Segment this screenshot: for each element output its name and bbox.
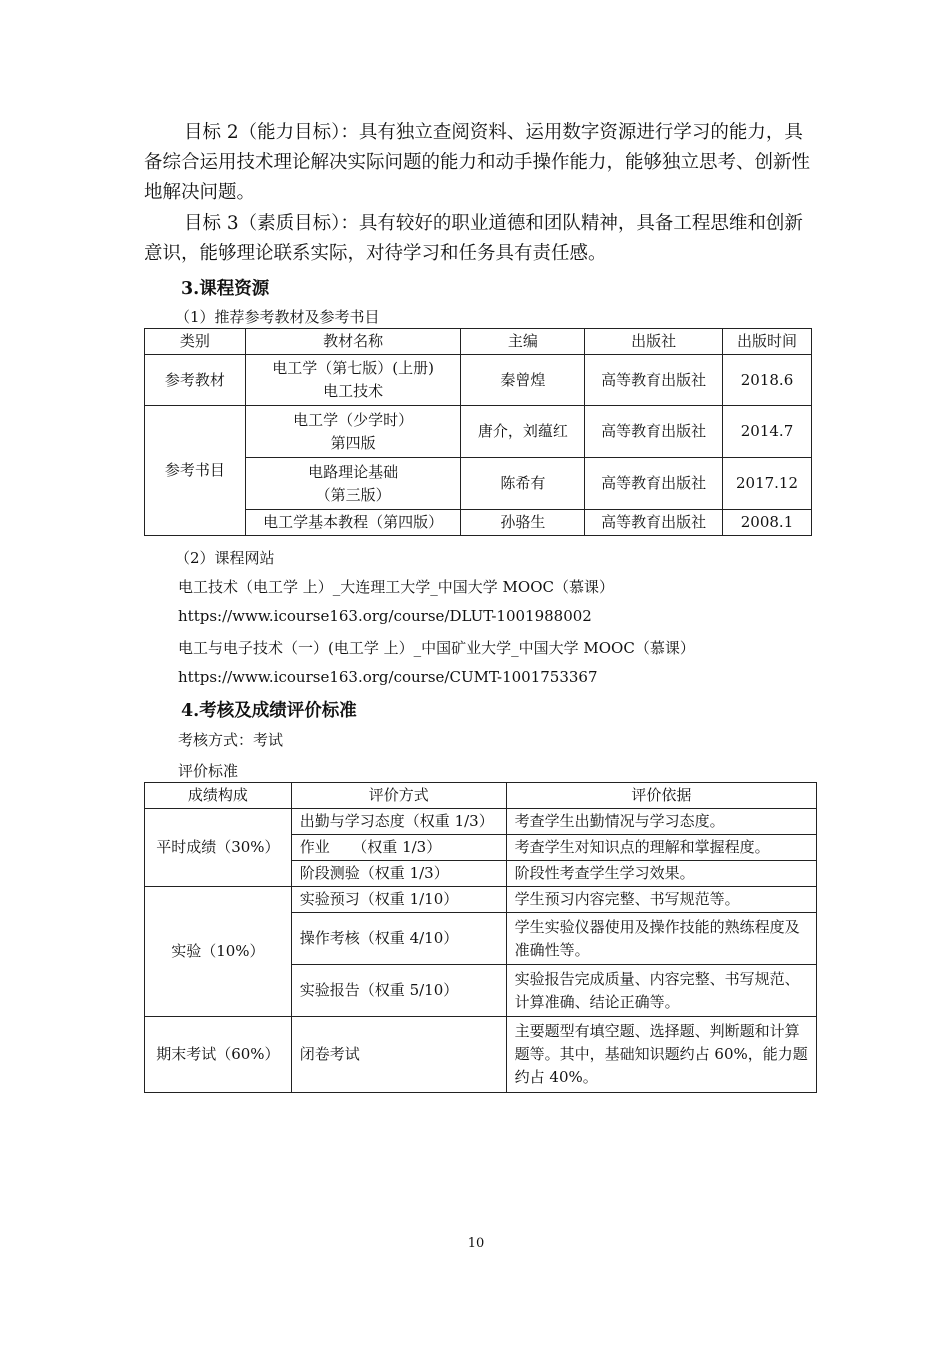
editor-cell: 孙骆生 — [461, 510, 585, 536]
table-row — [145, 355, 812, 406]
date-cell: 2014.7 — [723, 406, 812, 458]
evaluation-table-header — [145, 783, 817, 809]
assessment-method: 考核方式：考试 — [178, 731, 284, 749]
book-name-cell: 电工学基本教程（第四版） — [245, 510, 461, 536]
website-subheading: （2）课程网站 — [175, 549, 275, 567]
table-row — [145, 406, 812, 458]
section-3-heading: 3.课程资源 — [181, 279, 270, 299]
method-cell: 操作考核（权重 4/10） — [291, 913, 506, 965]
header-date: 出版时间 — [723, 329, 812, 355]
category-cell: 参考教材 — [145, 355, 246, 406]
date-cell: 2017.12 — [723, 458, 812, 510]
basis-cell: 主要题型有填空题、选择题、判断题和计算题等。其中，基础知识题约占 60%，能力题约占 40%。 — [506, 1017, 816, 1093]
method-cell: 出勤与学习态度（权重 1/3） — [291, 809, 506, 835]
book-name-line: 第四版 — [330, 433, 376, 452]
book-name-line: 电工学（第七版）(上册) — [272, 359, 434, 377]
textbook-table-header — [145, 329, 812, 355]
composition-cell: 期末考试（60%） — [145, 1017, 292, 1093]
editor-cell: 秦曾煌 — [461, 355, 585, 406]
publisher-cell: 高等教育出版社 — [585, 458, 723, 510]
basis-cell: 学生预习内容完整、书写规范等。 — [506, 887, 816, 913]
basis-cell: 考查学生对知识点的理解和掌握程度。 — [506, 835, 816, 861]
evaluation-table — [144, 782, 817, 1093]
method-cell: 阶段测验（权重 1/3） — [291, 861, 506, 887]
header-publisher: 出版社 — [585, 329, 723, 355]
header-composition: 成绩构成 — [145, 783, 292, 809]
basis-cell: 阶段性考查学生学习效果。 — [506, 861, 816, 887]
goal-2-paragraph — [144, 118, 812, 208]
method-cell: 实验预习（权重 1/10） — [291, 887, 506, 913]
book-name-cell — [245, 355, 461, 406]
header-category: 类别 — [145, 329, 246, 355]
book-name-line: 电路理论基础 — [308, 462, 399, 481]
publisher-cell: 高等教育出版社 — [585, 406, 723, 458]
editor-cell: 唐介，刘蕴红 — [461, 406, 585, 458]
website-2-title: 电工与电子技术（一）(电工学 上）_中国矿业大学_中国大学 MOOC（慕课） — [178, 639, 695, 657]
website-1-title: 电工技术（电工学 上）_大连理工大学_中国大学 MOOC（慕课） — [178, 578, 614, 596]
date-cell: 2008.1 — [723, 510, 812, 536]
method-cell: 作业 （权重 1/3） — [291, 835, 506, 861]
goal-3-text: 目标 3（素质目标）：具有较好的职业道德和团队精神，具备工程思维和创新意识，能够理论联系实际，对待学习和任务具有责任感。 — [144, 213, 803, 264]
header-book-name: 教材名称 — [245, 329, 461, 355]
book-name-cell — [245, 458, 461, 510]
composition-cell: 平时成绩（30%） — [145, 809, 292, 887]
editor-cell: 陈希有 — [461, 458, 585, 510]
header-basis: 评价依据 — [506, 783, 816, 809]
header-method: 评价方式 — [291, 783, 506, 809]
table-row — [145, 1017, 817, 1093]
composition-cell: 实验（10%） — [145, 887, 292, 1017]
header-editor: 主编 — [461, 329, 585, 355]
book-name-line: 电工技术 — [323, 382, 384, 400]
table-row — [145, 887, 817, 913]
textbook-table — [144, 328, 812, 536]
website-1-url[interactable]: https://www.icourse163.org/course/DLUT-1001988002 — [178, 607, 592, 625]
method-cell: 闭卷考试 — [291, 1017, 506, 1093]
textbook-subheading: （1）推荐参考教材及参考书目 — [175, 308, 380, 326]
category-cell: 参考书目 — [145, 406, 246, 536]
goal-3-paragraph — [144, 209, 812, 269]
publisher-cell: 高等教育出版社 — [585, 355, 723, 406]
book-name-line: （第三版） — [315, 485, 391, 504]
basis-cell: 实验报告完成质量、内容完整、书写规范、计算准确、结论正确等。 — [506, 965, 816, 1017]
table-row — [145, 510, 812, 536]
basis-cell: 考查学生出勤情况与学习态度。 — [506, 809, 816, 835]
website-2-url[interactable]: https://www.icourse163.org/course/CUMT-1001753367 — [178, 668, 598, 686]
book-name-line: 电工学（少学时） — [293, 410, 414, 429]
method-cell: 实验报告（权重 5/10） — [291, 965, 506, 1017]
basis-cell: 学生实验仪器使用及操作技能的熟练程度及准确性等。 — [506, 913, 816, 965]
criteria-label: 评价标准 — [178, 762, 239, 780]
date-cell: 2018.6 — [723, 355, 812, 406]
goal-2-text: 目标 2（能力目标）：具有独立查阅资料、运用数字资源进行学习的能力，具备综合运用技术理论解决实际问题的能力和动手操作能力，能够独立思考、创新性地解决问题。 — [144, 122, 811, 203]
table-row — [145, 809, 817, 835]
section-4-heading: 4.考核及成绩评价标准 — [181, 701, 357, 721]
publisher-cell: 高等教育出版社 — [585, 510, 723, 536]
table-row — [145, 458, 812, 510]
book-name-cell — [245, 406, 461, 458]
page-number: 10 — [467, 1236, 485, 1251]
